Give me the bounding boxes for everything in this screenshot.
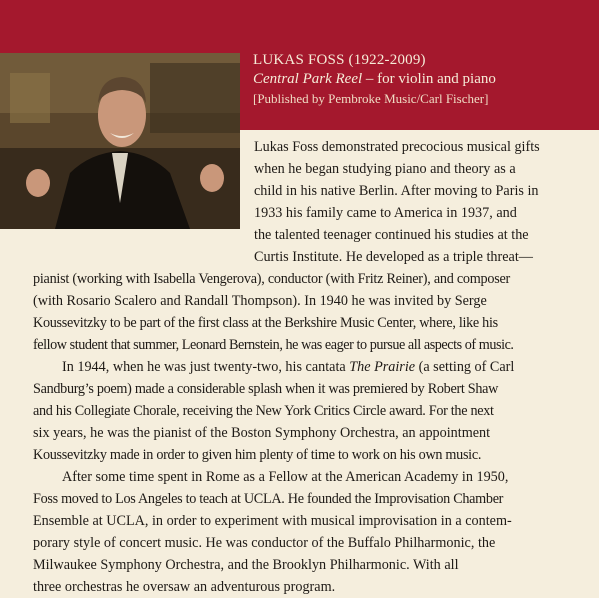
body-line: the talented teenager continued his studies at the bbox=[254, 227, 529, 243]
body-line: three orchestras he oversaw an adventurous program. bbox=[33, 579, 336, 595]
body-text-run: In 1944, when he was just twenty-two, his cantata bbox=[62, 359, 350, 375]
body-line: when he began studying piano and theory as a bbox=[254, 161, 516, 177]
work-subtitle: – for violin and piano bbox=[362, 71, 496, 87]
composer-name: LUKAS FOSS (1922-2009) bbox=[253, 52, 426, 68]
body-line: Ensemble at UCLA, in order to experiment with musical improvisation in a contem- bbox=[33, 513, 512, 529]
body-line: and his Collegiate Chorale, receiving the New York Critics Circle award. For the next bbox=[33, 403, 494, 419]
publisher-note: [Published by Pembroke Music/Carl Fischer] bbox=[253, 91, 489, 106]
body-line: Milwaukee Symphony Orchestra, and the Brooklyn Philharmonic. With all bbox=[33, 557, 459, 573]
body-line: Curtis Institute. He developed as a triple threat— bbox=[254, 249, 533, 265]
body-line: six years, he was the pianist of the Boston Symphony Orchestra, an appointment bbox=[33, 425, 491, 441]
body-line: child in his native Berlin. After moving to Paris in bbox=[254, 183, 539, 199]
work-title: Central Park Reel bbox=[253, 71, 363, 87]
body-line: fellow student that summer, Leonard Bernstein, he was eager to pursue all aspects of music. bbox=[33, 337, 514, 353]
body-line: porary style of concert music. He was conductor of the Buffalo Philharmonic, the bbox=[33, 535, 496, 551]
body-line: Koussevitzky to be part of the first class at the Berkshire Music Center, where, like his bbox=[33, 315, 498, 331]
body-line: Foss moved to Los Angeles to teach at UCLA. He founded the Improvisation Chamber bbox=[33, 491, 504, 507]
cantata-title: The Prairie bbox=[349, 359, 416, 375]
body-line: (with Rosario Scalero and Randall Thompson). In 1940 he was invited by Serge bbox=[33, 293, 487, 309]
body-line: 1933 his family came to America in 1937, and bbox=[254, 205, 517, 221]
body-line: Koussevitzky made in order to given him plenty of time to work on his own music. bbox=[33, 447, 482, 463]
body-line: pianist (working with Isabella Vengerova), conductor (with Fritz Reiner), and composer bbox=[33, 271, 511, 287]
body-line: Lukas Foss demonstrated precocious musical gifts bbox=[254, 139, 540, 155]
body-text-run: (a setting of Carl bbox=[415, 359, 515, 375]
body-line: After some time spent in Rome as a Fellow at the American Academy in 1950, bbox=[62, 469, 509, 485]
body-line: Sandburg’s poem) made a considerable splash when it was premiered by Robert Shaw bbox=[33, 381, 499, 397]
body-line bbox=[62, 356, 514, 378]
